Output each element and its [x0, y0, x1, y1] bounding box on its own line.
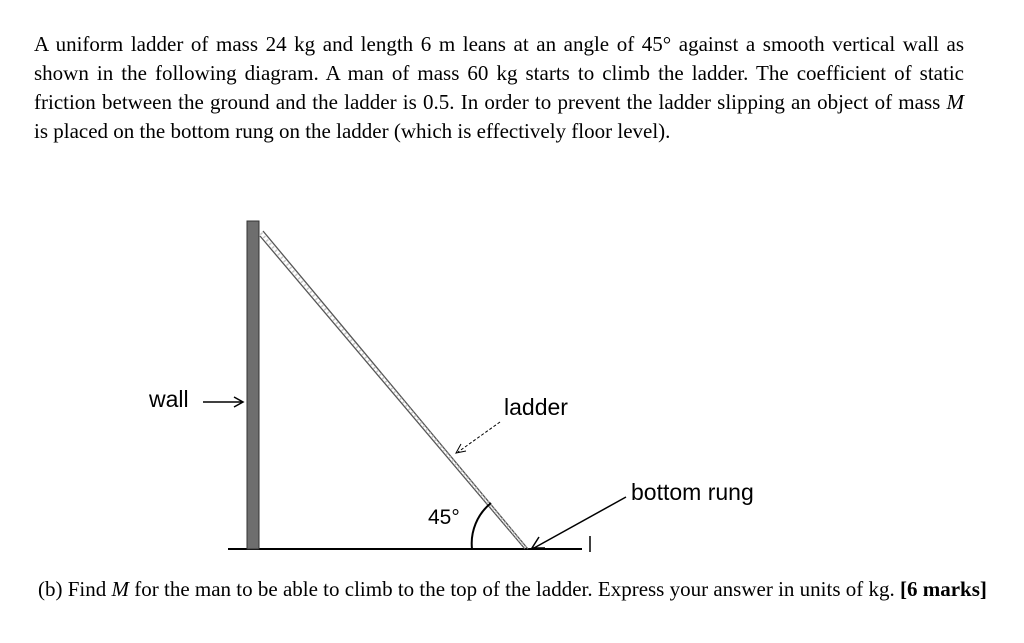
question-b	[38, 574, 1013, 604]
bottom-rung-leader	[532, 497, 626, 548]
question-text-1: (b) Find	[38, 577, 112, 601]
intro-text-2: is placed on the bottom rung on the ladder (which is effectively floor level).	[34, 119, 671, 143]
wall-label: wall	[149, 386, 189, 412]
wall-bar	[247, 221, 259, 549]
question-text-2: for the man to be able to climb to the top of the ladder. Express your answer in units of kg.	[129, 577, 900, 601]
intro-text-1: A uniform ladder of mass 24 kg and length 6 m leans at an angle of 45° against a smooth vertical wall as shown in the following diagram. A man of mass 60 kg starts to climb the ladder. The coefficient of static friction between the ground and the ladder is 0.5. In order to prevent the ladder slipping an object of mass	[34, 32, 964, 114]
ladder-shape	[260, 231, 528, 549]
bottom-rung-label: bottom rung	[631, 479, 754, 505]
marks-label: [6 marks]	[900, 577, 987, 601]
intro-variable-M: M	[946, 90, 964, 114]
question-variable-M: M	[111, 577, 129, 601]
angle-label: 45°	[428, 506, 460, 529]
ladder-label: ladder	[504, 394, 568, 420]
ladder-leader	[456, 422, 500, 453]
wall-arrow	[203, 397, 243, 407]
angle-arc	[472, 503, 491, 549]
